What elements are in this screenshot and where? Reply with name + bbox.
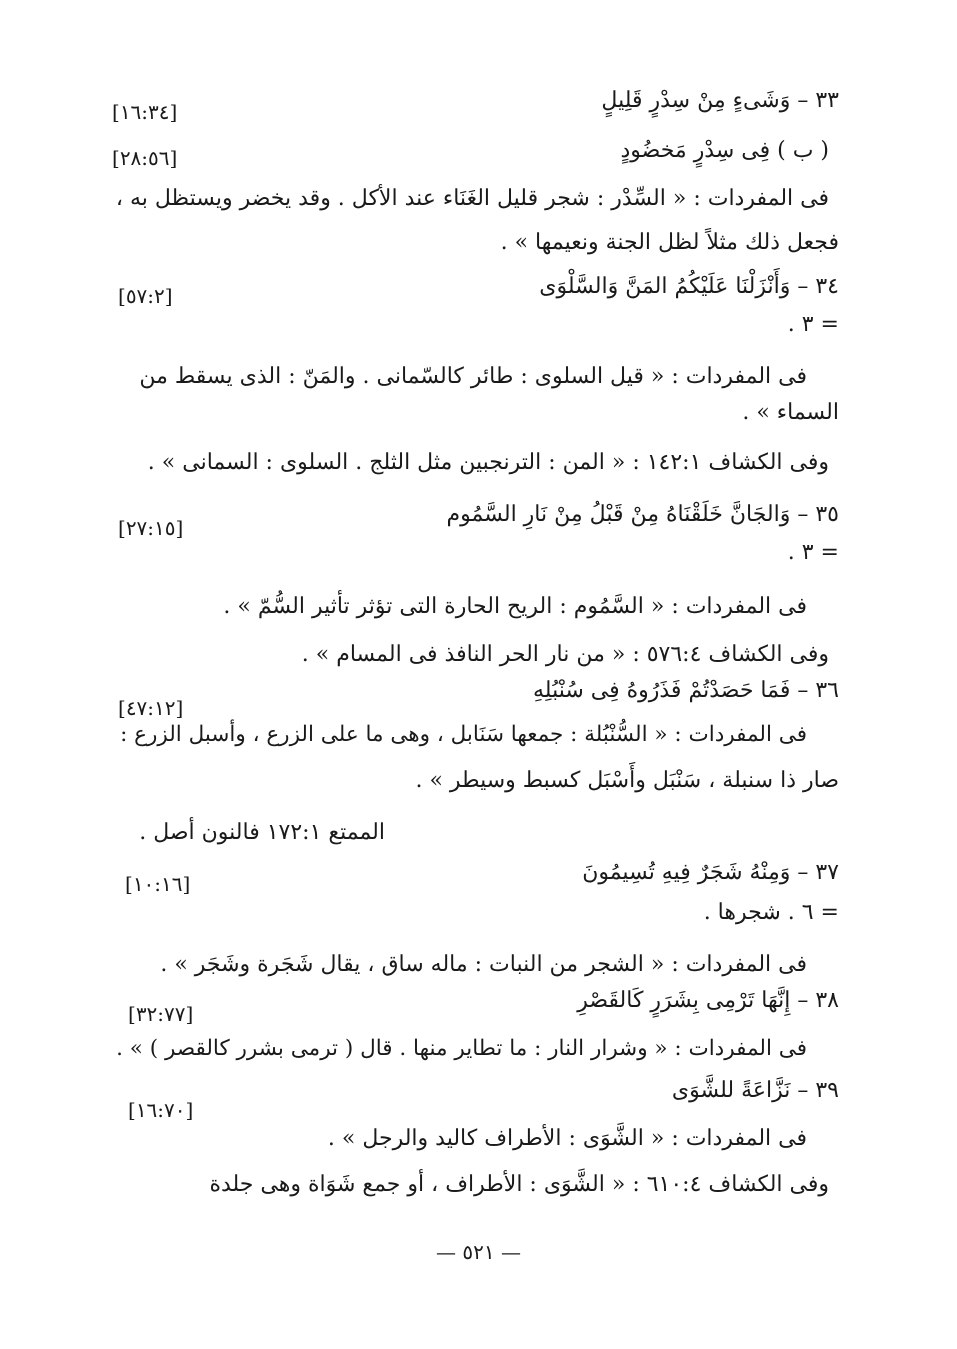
text-line: فى المفردات : « السَّمُوم : الريح الحارة التى تؤثر تأثير السُّمّ » . xyxy=(223,594,807,619)
verse-line: ٣٥ – وَالجَانَّ خَلَقْنَاهُ مِنْ قَبْلُ مِنْ نَارِ السَّمُوم xyxy=(446,502,839,527)
text-line: الممتع ١٧٢:١ فالنون أصل . xyxy=(139,820,385,845)
text-line: وفى الكشاف ٦١٠:٤ : « الشَّوَى : الأطراف ، أو جمع شَوَاة وهى جلدة xyxy=(209,1172,829,1197)
verse-reference: [٥٧:٢] xyxy=(118,284,173,308)
verse-reference: [١٠:١٦] xyxy=(125,872,191,896)
verse-line: ٣٣ – وَشَىءٍ مِنْ سِدْرٍ قَلِيلٍ xyxy=(601,88,839,113)
text-line: = ٣ . xyxy=(787,312,839,337)
page-number: — ٥٢١ — xyxy=(436,1240,521,1264)
text-line: فى المفردات : « السِّدْر : شجر قليل الغَنَاء عند الأكل . وقد يخضر ويستظل به ، xyxy=(115,186,829,211)
text-line: صار ذا سنبلة ، سَنْبَل وأَسْبَل كسبط وسيطر » . xyxy=(415,768,839,793)
text-line: فى المفردات : « الشجر من النبات : ماله ساق ، يقال شَجَرة وشَجَر » . xyxy=(160,952,807,977)
verse-line: ٣٧ – وَمِنْهُ شَجَرٌ فِيهِ تُسِيمُونَ xyxy=(582,860,839,885)
verse-line: ٣٦ – فَمَا حَصَدْتُمْ فَذَرُوهُ فِى سُنْبُلِهِ xyxy=(532,678,839,703)
verse-line: ٣٨ – إِنَّهَا تَرْمِى بِشَرَرٍ كَالقَصْرِ xyxy=(577,988,839,1013)
text-line: = ٣ . xyxy=(787,540,839,565)
verse-reference: [٢٧:١٥] xyxy=(118,516,184,540)
text-line: السماء » . xyxy=(742,400,839,425)
verse-line: ٣٤ – وَأَنْزَلْنَا عَلَيْكُمُ المَنَّ وَالسَّلْوَى xyxy=(539,274,839,299)
text-line: فجعل ذلك مثلاً لظل الجنة ونعيمها » . xyxy=(500,230,839,255)
text-line: = ٦ . شجرها . xyxy=(703,900,839,925)
verse-reference: [١٦:٧٠] xyxy=(128,1098,194,1122)
text-line: وفى الكشاف ٥٧٦:٤ : « من نار الحر النافذ فى المسام » . xyxy=(301,642,829,667)
text-line: فى المفردات : « السُّنْبُلة : جمعها سَنَابل ، وهى ما على الزرع ، وأسبل الزرع : xyxy=(120,722,807,747)
verse-reference: [٤٧:١٢] xyxy=(118,696,184,720)
text-line: فى المفردات : « وشرار النار : ما تطاير منها . قال ( ترمى بشرر كالقصر ) » . xyxy=(116,1036,807,1061)
verse-line: ٣٩ – نَزَّاعَةً للشَّوَى xyxy=(671,1078,839,1103)
verse-reference: [٢٨:٥٦] xyxy=(112,146,178,170)
text-line: فى المفردات : « قيل السلوى : طائر كالسّمانى . والمَنّ : الذى يسقط من xyxy=(139,364,807,389)
verse-reference: [١٦:٣٤] xyxy=(112,100,178,124)
text-line: فى المفردات : « الشَّوَى : الأطراف كاليد والرجل » . xyxy=(327,1126,807,1151)
verse-reference: [٣٢:٧٧] xyxy=(128,1002,194,1026)
verse-variant-line: ( ب ) فِى سِدْرٍ مَخضُودٍ xyxy=(620,138,829,163)
text-line: وفى الكشاف ١٤٢:١ : « المن : الترنجبين مثل الثلج . السلوى : السمانى » . xyxy=(147,450,829,475)
